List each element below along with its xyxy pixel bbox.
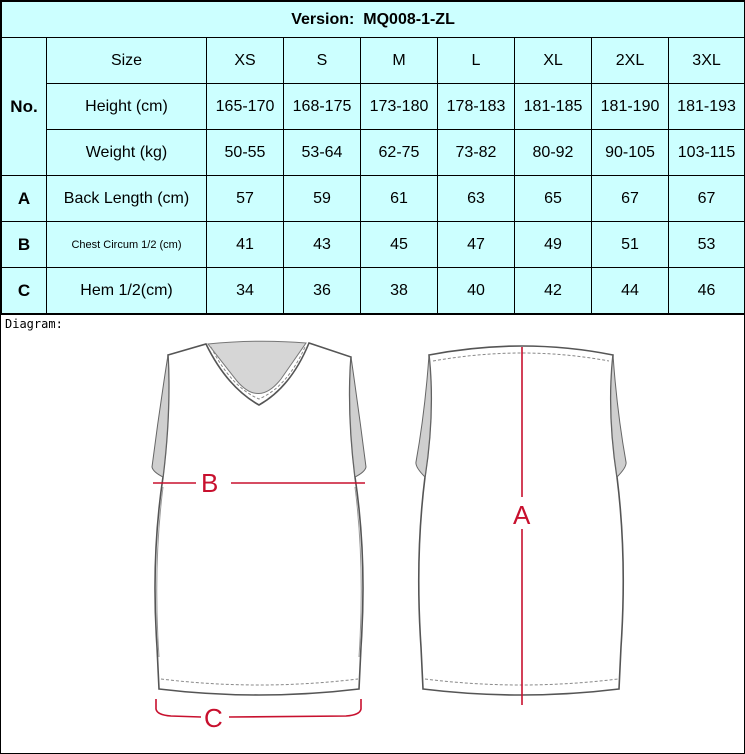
table-row [2, 222, 745, 268]
height-label: Height (cm) [47, 84, 207, 130]
front-vest-illustration [152, 341, 366, 695]
value-cell: 53 [669, 222, 745, 268]
size-cell: S [284, 38, 361, 84]
value-cell: 67 [669, 176, 745, 222]
table-row [2, 176, 745, 222]
size-cell: L [438, 38, 515, 84]
value-cell: 67 [592, 176, 669, 222]
row-id-b: B [2, 222, 47, 268]
height-cell: 173-180 [361, 84, 438, 130]
weight-cell: 73-82 [438, 130, 515, 176]
value-cell: 47 [438, 222, 515, 268]
section-divider [1, 313, 744, 315]
size-cell: XS [207, 38, 284, 84]
no-header: No. [2, 38, 47, 176]
height-cell: 181-193 [669, 84, 745, 130]
chest-measure-letter: B [201, 468, 219, 498]
height-cell: 165-170 [207, 84, 284, 130]
value-cell: 65 [515, 176, 592, 222]
version-label: Version: [291, 10, 355, 28]
weight-cell: 53-64 [284, 130, 361, 176]
size-label: Size [47, 38, 207, 84]
weight-cell: 80-92 [515, 130, 592, 176]
value-cell: 43 [284, 222, 361, 268]
garment-diagram [1, 317, 744, 753]
weight-label: Weight (kg) [47, 130, 207, 176]
value-cell: 49 [515, 222, 592, 268]
value-cell: 63 [438, 176, 515, 222]
weight-cell: 50-55 [207, 130, 284, 176]
value-cell: 41 [207, 222, 284, 268]
row-label: Chest Circum 1/2 (cm) [47, 222, 207, 268]
row-label: Back Length (cm) [47, 176, 207, 222]
size-cell: M [361, 38, 438, 84]
value-cell: 45 [361, 222, 438, 268]
value-cell: 61 [361, 176, 438, 222]
value-cell: 46 [669, 268, 745, 314]
diagram-label: Diagram: [5, 317, 63, 331]
version-title [2, 2, 745, 38]
size-table [1, 1, 745, 314]
value-cell: 57 [207, 176, 284, 222]
value-cell: 59 [284, 176, 361, 222]
row-id-c: C [2, 268, 47, 314]
version-code: MQ008-1-ZL [363, 10, 455, 28]
row-id-a: A [2, 176, 47, 222]
weight-cell: 103-115 [669, 130, 745, 176]
hem-measure-letter: C [204, 703, 223, 733]
hem-measure-line [156, 699, 361, 733]
value-cell: 44 [592, 268, 669, 314]
size-cell: XL [515, 38, 592, 84]
weight-cell: 90-105 [592, 130, 669, 176]
value-cell: 40 [438, 268, 515, 314]
size-cell: 2XL [592, 38, 669, 84]
height-cell: 181-190 [592, 84, 669, 130]
length-measure-letter: A [513, 500, 531, 530]
value-cell: 38 [361, 268, 438, 314]
weight-cell: 62-75 [361, 130, 438, 176]
row-label: Hem 1/2(cm) [47, 268, 207, 314]
table-row [2, 268, 745, 314]
height-cell: 178-183 [438, 84, 515, 130]
value-cell: 42 [515, 268, 592, 314]
value-cell: 51 [592, 222, 669, 268]
height-cell: 181-185 [515, 84, 592, 130]
value-cell: 36 [284, 268, 361, 314]
height-cell: 168-175 [284, 84, 361, 130]
size-cell: 3XL [669, 38, 745, 84]
value-cell: 34 [207, 268, 284, 314]
